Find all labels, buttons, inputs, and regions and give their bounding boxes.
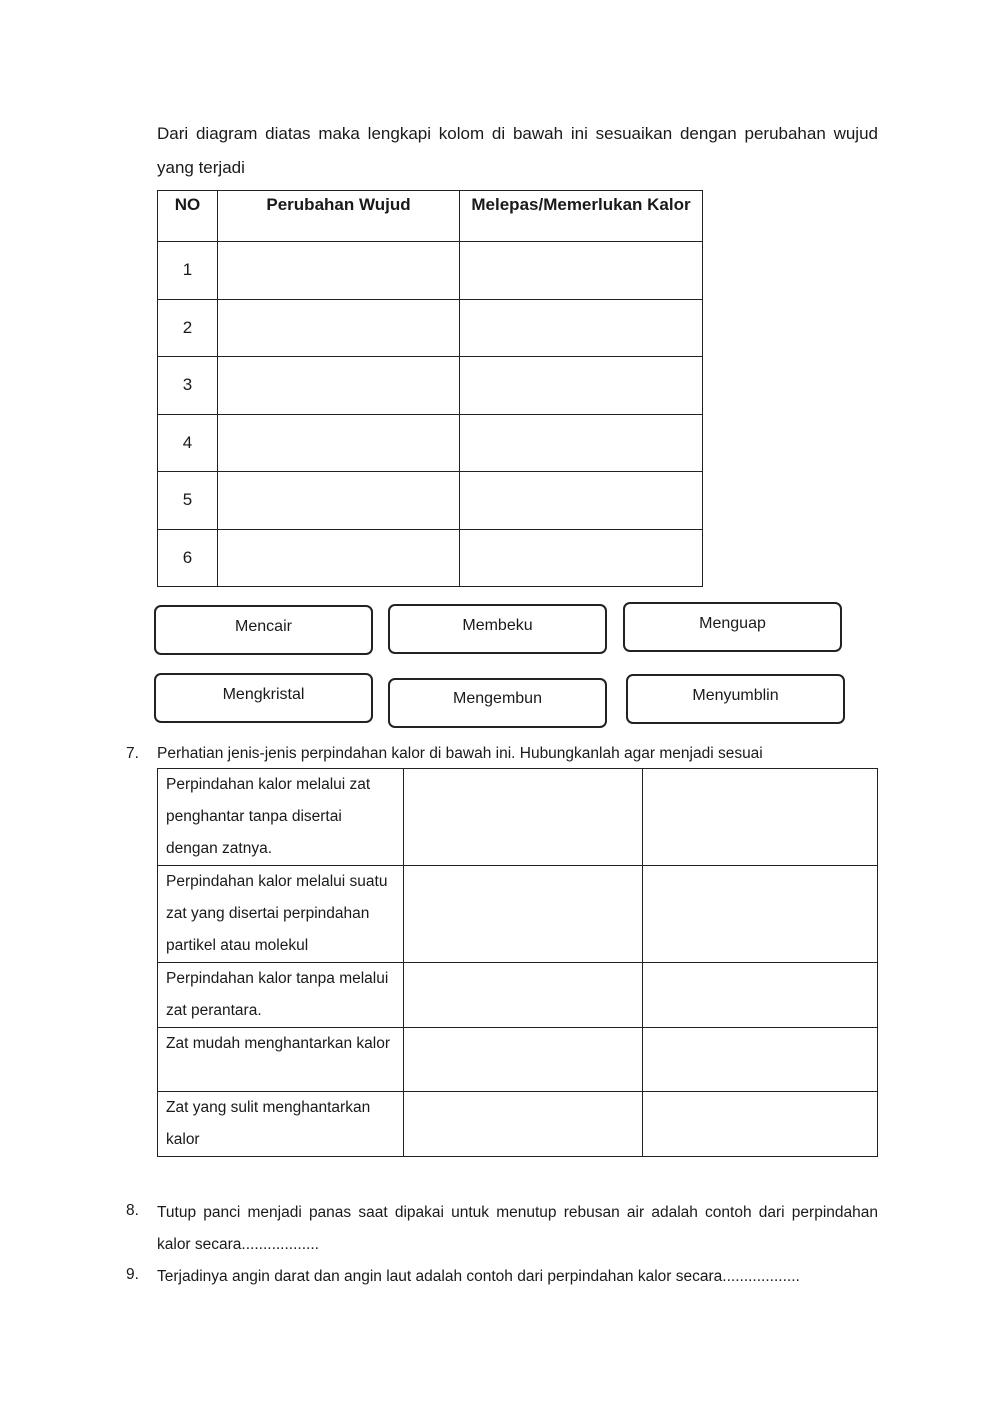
answer-cell-perubahan[interactable] xyxy=(218,357,460,415)
header-no: NO xyxy=(158,191,218,242)
answer-cell[interactable] xyxy=(643,1028,878,1092)
answer-cell[interactable] xyxy=(643,1092,878,1157)
answer-cell-kalor[interactable] xyxy=(460,242,703,300)
question-9-number: 9. xyxy=(126,1266,139,1283)
table-row xyxy=(158,472,703,530)
option-membeku[interactable]: Membeku xyxy=(388,604,607,654)
table-row xyxy=(158,1092,878,1157)
row-number: 3 xyxy=(158,357,218,415)
answer-cell[interactable] xyxy=(643,769,878,866)
answer-cell-kalor[interactable] xyxy=(460,414,703,472)
table-row xyxy=(158,242,703,300)
match-cell[interactable] xyxy=(404,1092,643,1157)
answer-cell-perubahan[interactable] xyxy=(218,529,460,587)
table-row xyxy=(158,963,878,1028)
table-row xyxy=(158,357,703,415)
question-8-text: Tutup panci menjadi panas saat dipakai untuk menutup rebusan air adalah contoh dari perpindahan kalor secara.................. xyxy=(157,1204,878,1253)
row-number: 1 xyxy=(158,242,218,300)
option-mengembun[interactable]: Mengembun xyxy=(388,678,607,728)
answer-cell-perubahan[interactable] xyxy=(218,414,460,472)
table-row xyxy=(158,529,703,587)
answer-cell[interactable] xyxy=(643,866,878,963)
row-number: 4 xyxy=(158,414,218,472)
matching-statement: Perpindahan kalor melalui zat penghantar tanpa disertai dengan zatnya. xyxy=(158,769,404,866)
answer-cell-kalor[interactable] xyxy=(460,529,703,587)
match-cell[interactable] xyxy=(404,769,643,866)
table-row xyxy=(158,866,878,963)
question-7-text: Perhatian jenis-jenis perpindahan kalor di bawah ini. Hubungkanlah agar menjadi sesuai xyxy=(157,745,763,762)
answer-cell-kalor[interactable] xyxy=(460,299,703,357)
question-9-text: Terjadinya angin darat dan angin laut adalah contoh dari perpindahan kalor secara.................. xyxy=(157,1268,800,1285)
row-number: 2 xyxy=(158,299,218,357)
option-menguap[interactable]: Menguap xyxy=(623,602,842,652)
matching-statement: Perpindahan kalor melalui suatu zat yang disertai perpindahan partikel atau molekul xyxy=(158,866,404,963)
answer-cell-perubahan[interactable] xyxy=(218,472,460,530)
table-row xyxy=(158,769,878,866)
option-menyumblin[interactable]: Menyumblin xyxy=(626,674,845,724)
answer-cell-kalor[interactable] xyxy=(460,472,703,530)
match-cell[interactable] xyxy=(404,963,643,1028)
table-row xyxy=(158,1028,878,1092)
header-perubahan-wujud: Perubahan Wujud xyxy=(218,191,460,242)
matching-statement: Zat yang sulit menghantarkan kalor xyxy=(158,1092,404,1157)
matching-statement: Zat mudah menghantarkan kalor xyxy=(158,1028,404,1092)
row-number: 6 xyxy=(158,529,218,587)
answer-cell-perubahan[interactable] xyxy=(218,299,460,357)
option-mengkristal[interactable]: Mengkristal xyxy=(154,673,373,723)
header-kalor: Melepas/Memerlukan Kalor xyxy=(460,191,703,242)
question-7-number: 7. xyxy=(126,745,139,762)
match-cell[interactable] xyxy=(404,1028,643,1092)
wujud-table xyxy=(157,190,703,587)
answer-cell-perubahan[interactable] xyxy=(218,242,460,300)
table-row xyxy=(158,299,703,357)
matching-table xyxy=(157,768,878,1157)
answer-cell[interactable] xyxy=(643,963,878,1028)
answer-cell-kalor[interactable] xyxy=(460,357,703,415)
option-mencair[interactable]: Mencair xyxy=(154,605,373,655)
matching-statement: Perpindahan kalor tanpa melalui zat perantara. xyxy=(158,963,404,1028)
row-number: 5 xyxy=(158,472,218,530)
table-header-row xyxy=(158,191,703,242)
table-row xyxy=(158,414,703,472)
match-cell[interactable] xyxy=(404,866,643,963)
intro-instruction: Dari diagram diatas maka lengkapi kolom di bawah ini sesuaikan dengan perubahan wujud yang terjadi xyxy=(157,124,878,177)
question-8-number: 8. xyxy=(126,1202,139,1219)
